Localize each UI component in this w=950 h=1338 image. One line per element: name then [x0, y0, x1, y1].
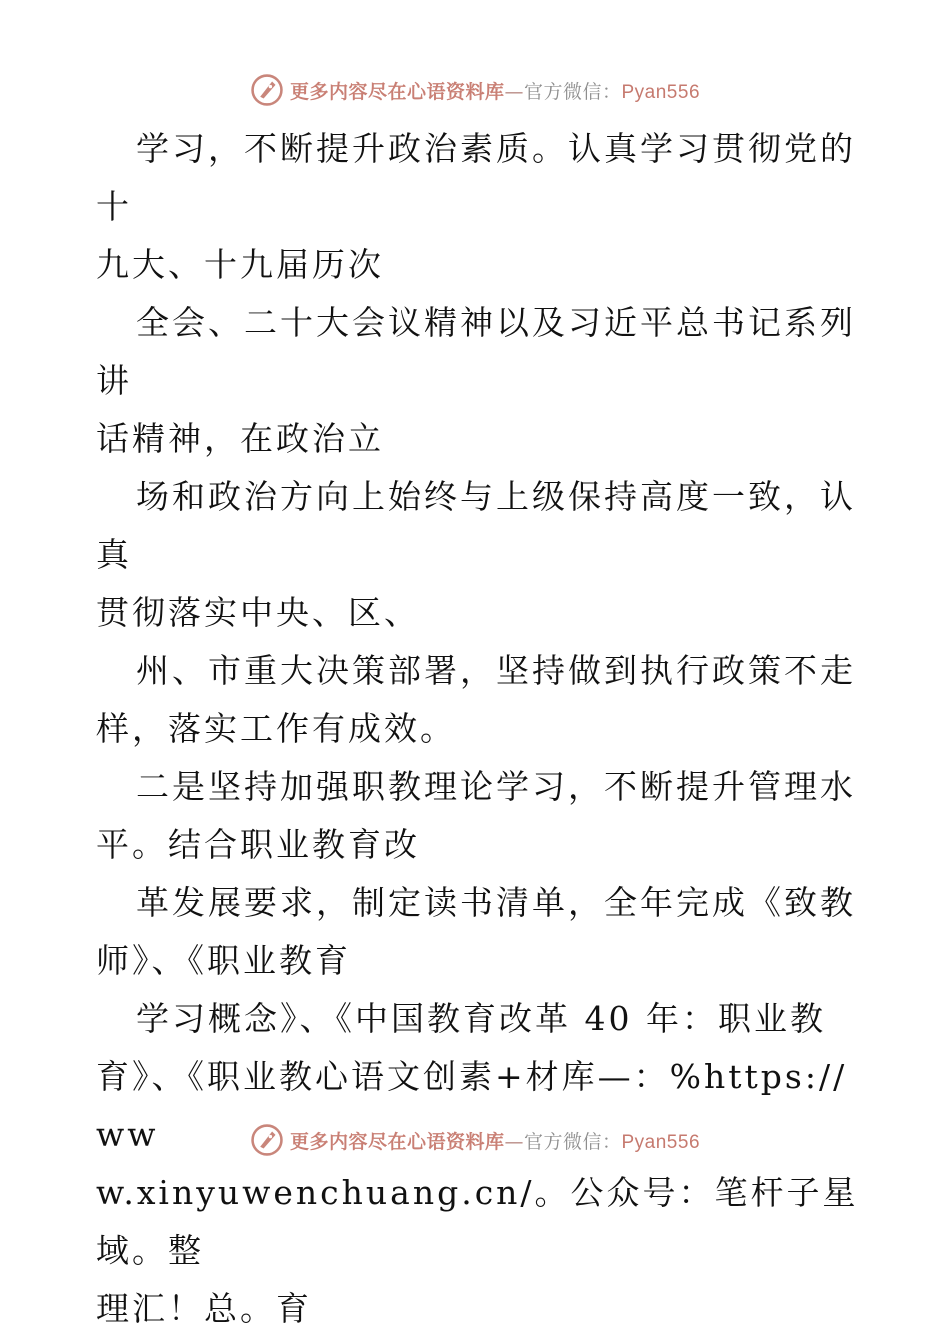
- footer-watermark: [0, 1118, 950, 1162]
- watermark-text: [290, 77, 700, 104]
- body-line-text: 州、市重大决策部署，坚持做到执行政策不走: [136, 651, 856, 690]
- body-line-3: [96, 294, 866, 410]
- watermark-wechat-label: 官方微信：: [523, 80, 622, 103]
- watermark-wechat-label: 官方微信：: [523, 1130, 622, 1153]
- body-line-text: 理汇！总。育: [96, 1289, 312, 1328]
- pen-nib-logo-icon: [250, 1123, 284, 1157]
- body-line-text: 场和政治方向上始终与上级保持高度一致，认真: [96, 477, 856, 574]
- pen-nib-logo-icon: [250, 73, 284, 107]
- watermark-site-name: 更多内容尽在心语资料库: [289, 80, 505, 103]
- body-line-text: 师》、《职业教育: [96, 941, 351, 980]
- watermark-text: [290, 1127, 700, 1154]
- body-line-1: [96, 120, 866, 236]
- header-watermark: [0, 68, 950, 112]
- body-line-6: [96, 584, 866, 642]
- body-line-12: [96, 932, 866, 990]
- body-line-5: [96, 468, 866, 584]
- watermark-site-name: 更多内容尽在心语资料库: [289, 1130, 505, 1153]
- body-line-text: 样，落实工作有成效。: [96, 709, 456, 748]
- body-line-8: [96, 700, 866, 758]
- body-line-text: 学习概念》、《中国教育改革 40 年：职业教: [136, 999, 826, 1038]
- body-line-text: w.xinyuwenchuang.cn/。公众号：笔杆子星域。整: [96, 1173, 859, 1270]
- watermark-wechat-id: Pyan556: [621, 1131, 701, 1153]
- body-line-4: [96, 410, 866, 468]
- body-line-10: [96, 816, 866, 874]
- body-line-16: [96, 1280, 866, 1338]
- body-line-text: 平。结合职业教育改: [96, 825, 420, 864]
- body-line-2: [96, 236, 866, 294]
- body-line-text: 全会、二十大会议精神以及习近平总书记系列讲: [96, 303, 856, 400]
- body-line-text: 育》、《职业教心语文创素+材库—：%https://ww: [96, 1057, 848, 1154]
- body-line-text: 革发展要求，制定读书清单，全年完成《致教: [136, 883, 856, 922]
- body-line-text: 话精神，在政治立: [96, 419, 384, 458]
- watermark-dash: —: [504, 1130, 524, 1153]
- body-line-15: [96, 1164, 866, 1280]
- body-line-7: [96, 642, 866, 700]
- body-line-text: 二是坚持加强职教理论学习，不断提升管理水: [136, 767, 856, 806]
- body-line-text: 贯彻落实中央、区、: [96, 593, 420, 632]
- watermark-wechat-id: Pyan556: [621, 81, 701, 103]
- body-line-13: [96, 990, 866, 1048]
- body-line-text: 学习，不断提升政治素质。认真学习贯彻党的十: [96, 129, 856, 226]
- watermark-dash: —: [504, 80, 524, 103]
- body-line-11: [96, 874, 866, 932]
- body-line-text: 九大、十九届历次: [96, 245, 384, 284]
- body-line-9: [96, 758, 866, 816]
